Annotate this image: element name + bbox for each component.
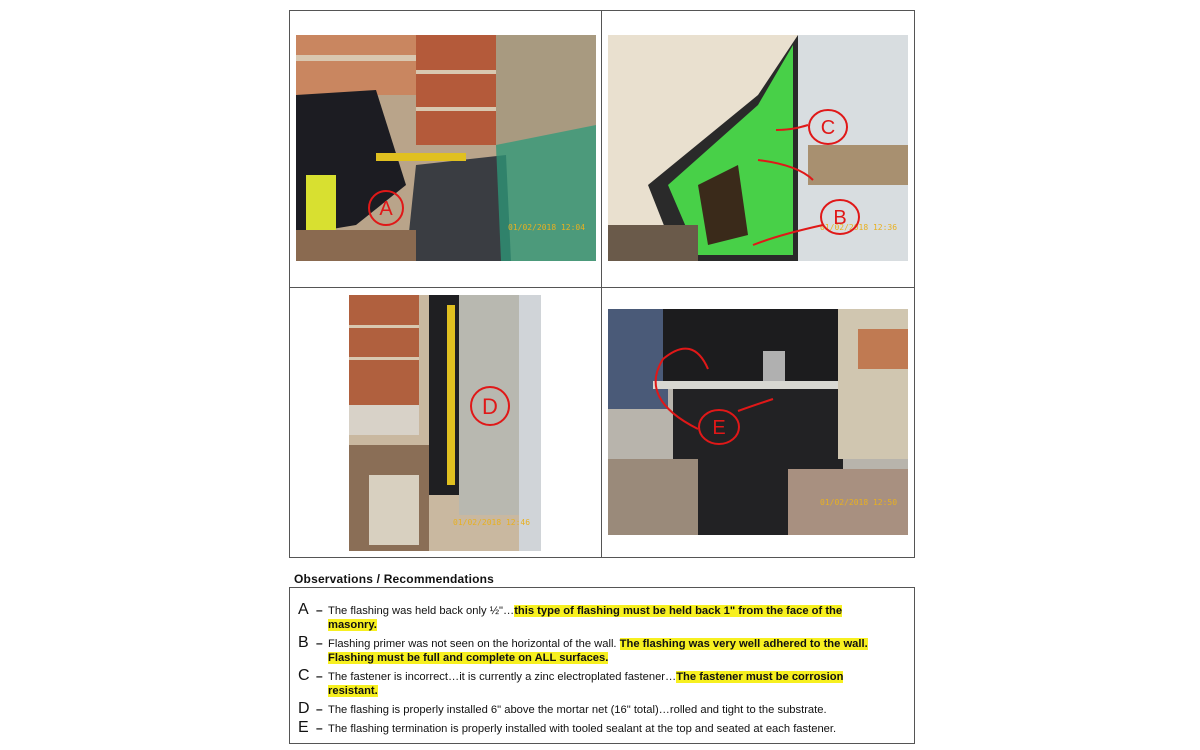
observation-body: Flashing primer was not seen on the horizontal of the wall. — [328, 638, 620, 650]
photo-d — [349, 295, 541, 551]
observation-body: The flashing was held back only ½"… — [328, 605, 515, 617]
marker-b-circle — [818, 197, 862, 237]
observation-dash: – — [316, 669, 323, 683]
observation-item-a — [298, 602, 914, 632]
observation-highlight: this type of flashing must be held back 1" from the face of the masonry. — [328, 605, 843, 631]
marker-e-label: E — [712, 417, 726, 439]
observation-item-b — [298, 635, 914, 665]
marker-e-circle — [696, 407, 742, 447]
observation-letter: A — [298, 601, 309, 618]
observation-text — [328, 602, 888, 632]
marker-d-circle — [467, 383, 513, 429]
marker-b-label: B — [833, 207, 847, 229]
observation-text — [328, 635, 888, 665]
observation-highlight: The flashing was very well adhered to the wall. Flashing must be full and complete on ALL surfaces. — [328, 638, 868, 664]
observation-letter: E — [298, 719, 309, 736]
photo-grid — [289, 10, 915, 558]
observation-body: The flashing termination is properly installed with tooled sealant at the top and seated at each fastener. — [328, 723, 837, 735]
markers-bc-overlay — [608, 35, 908, 261]
observation-item-d — [298, 701, 914, 717]
observations-box — [289, 587, 915, 744]
photo-e-timestamp: 01/02/2018 12:50 — [820, 498, 898, 507]
observation-dash: – — [316, 603, 323, 617]
grid-divider-vertical — [601, 11, 602, 557]
photo-a-timestamp: 01/02/2018 12:04 — [508, 223, 586, 232]
marker-c-circle — [806, 107, 850, 147]
observation-text — [328, 701, 888, 717]
observation-letter: C — [298, 667, 310, 684]
photo-a — [296, 35, 596, 261]
observation-dash: – — [316, 721, 323, 735]
observation-body: The fastener is incorrect…it is currently a zinc electroplated fastener… — [328, 671, 677, 683]
photo-bc — [608, 35, 908, 261]
observations-title: Observations / Recommendations — [294, 572, 495, 586]
marker-d-label: D — [482, 394, 498, 419]
marker-a-circle — [366, 188, 406, 228]
marker-a-label: A — [379, 198, 393, 220]
observation-dash: – — [316, 636, 323, 650]
observation-letter: B — [298, 634, 309, 651]
marker-e-overlay — [608, 309, 908, 535]
observation-body: The flashing is properly installed 6" above the mortar net (16" total)…rolled and tight to the substrate. — [328, 704, 827, 716]
marker-c-label: C — [820, 117, 836, 139]
observation-item-e — [298, 720, 914, 736]
observation-text — [328, 720, 888, 736]
observation-dash: – — [316, 702, 323, 716]
observation-letter: D — [298, 700, 310, 717]
observation-text — [328, 668, 888, 698]
photo-bc-timestamp: 01/02/2018 12:36 — [820, 223, 898, 232]
observation-highlight: The fastener must be corrosion resistant. — [328, 671, 844, 697]
photo-d-timestamp: 01/02/2018 12:46 — [453, 518, 531, 527]
observation-item-c — [298, 668, 914, 698]
grid-divider-horizontal — [290, 287, 914, 288]
photo-e — [608, 309, 908, 535]
